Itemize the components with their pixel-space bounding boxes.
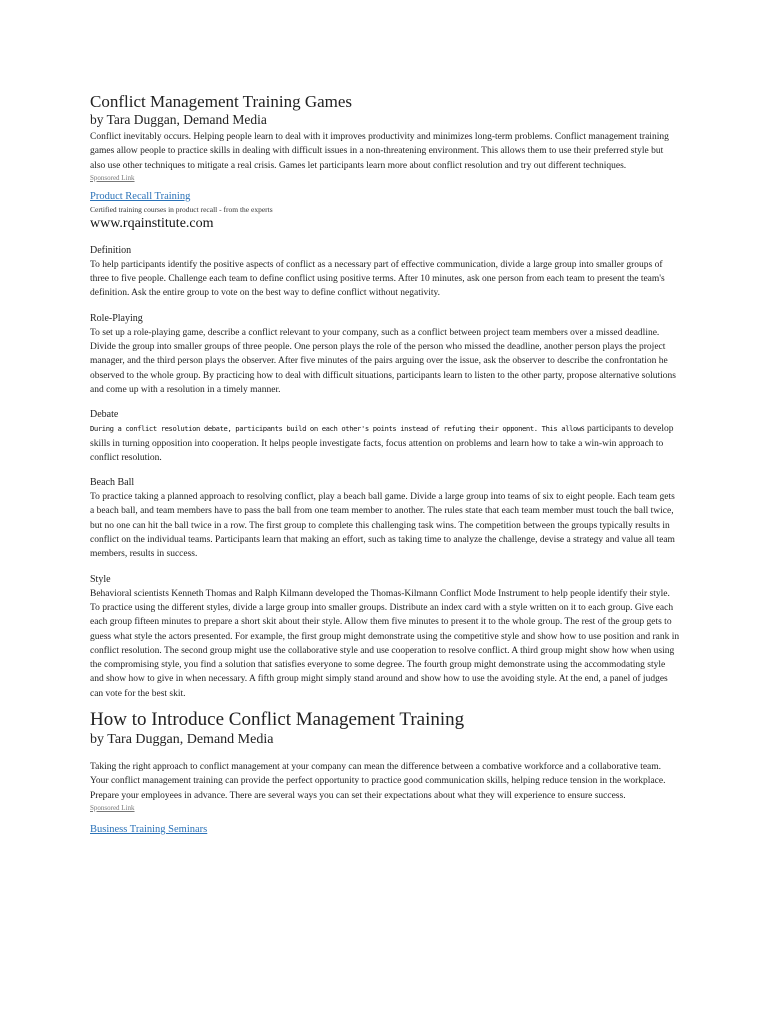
debate-lead-text: During a conflict resolution debate, participants build on each other's points instead of refuting their opponent. This allow — [90, 424, 581, 434]
section-heading-definition: Definition — [90, 244, 132, 256]
debate-rest-text: s participants to develop skills in turning opposition into cooperation. It helps people investigate facts, focus attention on problems and learn how to take a win-win approach to conflict resolution. — [90, 424, 674, 463]
section-text-role-playing: To set up a role-playing game, describe a conflict relevant to your company, such as a conflict between project team members over a missed deadline. Divide the group into smaller groups of three people. One person plays the role of the person who missed the deadline, another person plays the project manager, and the third person plays the observer. After five minutes of the pairs arguing over the issue, ask the observer to describe the confrontation he observed to the whole group. By practicing how to deal with difficult situations, participants learn to listen to the other party, propose alternative solutions and come up with a resolution in a timely manner. — [90, 327, 676, 395]
section-heading-role-playing: Role-Playing — [90, 312, 143, 324]
ad-description: Certified training courses in product recall - from the experts — [90, 204, 273, 214]
section-text-style: Behavioral scientists Kenneth Thomas and Ralph Kilmann developed the Thomas-Kilmann Conflict Mode Instrument to help people identify their style. To practice using the different styles, divide a large group into smaller groups. Distribute an index card with a style written on it to each group. Give each each group fifteen minutes to prepare a short skit about their style. Allow them five minutes to present it to the whole group. The rest of the group gets to guess what style the actors presented. For example, the first group might demonstrate using the competitive style and show how to use position and rank in conflict resolution. The second group might use the collaborative style and use cooperation to resolve conflict. A third group might show how when using the compromising style, you find a solution that satisfies everyone to some degree. The fourth group might demonstrate using the accommodating style and show how to give in when necessary. A fifth group might simply stand around and show how to use the avoiding style. At the end, a panel of judges can vote for the best skit. — [90, 588, 680, 699]
article2-byline: by Tara Duggan, Demand Media — [90, 732, 274, 748]
article2-intro: Taking the right approach to conflict management at your company can mean the difference between a combative workforce and a collaborative team. Your conflict management training can provide the perfect opportunity to practice good communication skills, helping reduce tension in the workplace. Prepare your employees in advance. There are several ways you can set their expectations about what they will experience to ensure success. — [90, 762, 666, 801]
ad-url[interactable]: www.rqainstitute.com — [90, 215, 214, 231]
article-intro: Conflict inevitably occurs. Helping people learn to deal with it improves productivity and minimizes long-term problems. Conflict management training games allow people to practice skills in dealing with difficult issues in a non-threatening environment. This allows them to use their preferred style but also use other techniques to mitigate a real crisis. Games let participants learn more about conflict resolution and try out different techniques. — [90, 132, 669, 171]
section-heading-debate: Debate — [90, 409, 119, 421]
article2-title: How to Introduce Conflict Management Training — [90, 709, 465, 731]
sponsored-label[interactable]: Sponsored Link — [90, 173, 135, 182]
ad-link-product-recall[interactable]: Product Recall Training — [90, 190, 191, 202]
article-byline: by Tara Duggan, Demand Media — [90, 112, 267, 127]
section-text-beach-ball: To practice taking a planned approach to resolving conflict, play a beach ball game. Divide a large group into teams of six to eight people. Each team gets a beach ball, and team members have to pass the ball from one team member to another. The rules state that each team member must touch the ball twice, but no one can hit the ball twice in a row. The first group to complete this challenging task wins. The competition between the groups typically results in conflict on the individual teams. Participants learn that making an effort, such as taking time to analyze the challenge, devise a strategy and value all team members, results in success. — [90, 492, 675, 560]
sponsored-label-2[interactable]: Sponsored Link — [90, 803, 135, 812]
content-column — [90, 92, 680, 837]
ad-link-business-training[interactable]: Business Training Seminars — [90, 823, 208, 835]
section-heading-beach-ball: Beach Ball — [90, 477, 135, 489]
article-title: Conflict Management Training Games — [90, 92, 353, 111]
section-text-debate — [90, 422, 680, 465]
section-heading-style: Style — [90, 573, 111, 585]
section-text-definition: To help participants identify the positive aspects of conflict as a necessary part of effective communication, divide a large group into smaller groups of three to five people. Challenge each team to define conflict using positive terms. After 10 minutes, ask one person from each team to present the team's definition. Ask the entire group to vote on the best way to define conflict without negativity. — [90, 259, 665, 299]
